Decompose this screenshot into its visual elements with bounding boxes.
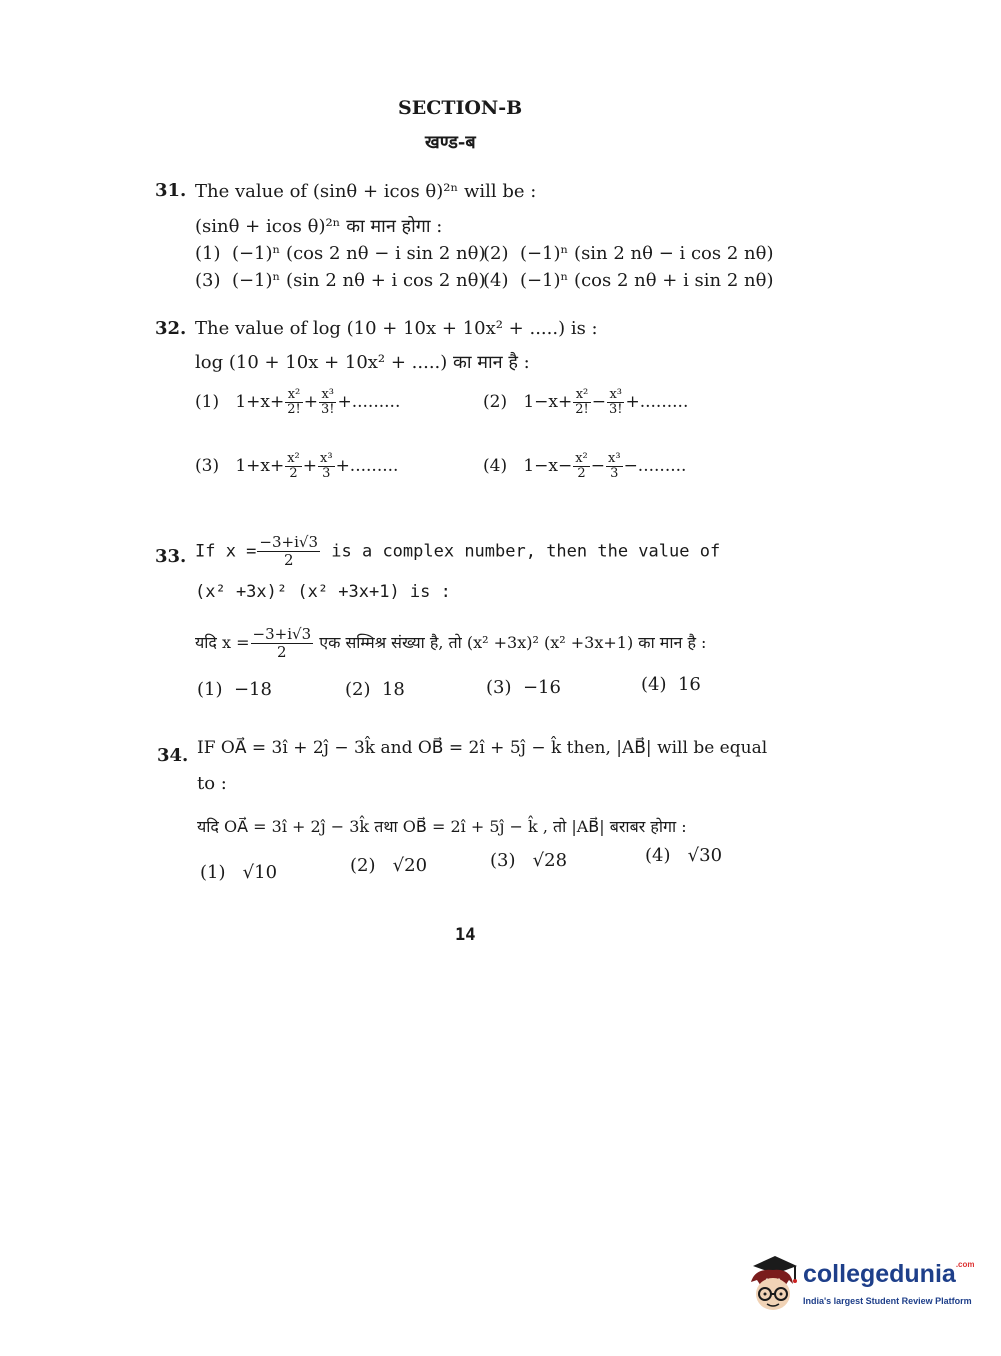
option-2[interactable] <box>345 679 405 700</box>
question-number: 31. <box>155 180 187 201</box>
fraction: $\frac{\text{x²}}{2!}$ <box>575 387 589 417</box>
section-title-hindi: खण्ड-ब <box>425 132 476 153</box>
option-label: (2) <box>350 855 376 876</box>
option-text: √30 <box>687 845 723 866</box>
option-label: (3) <box>490 850 516 871</box>
option-label: (4) <box>483 270 509 291</box>
section-title: SECTION-B <box>398 97 523 119</box>
mascot-icon <box>745 1252 801 1316</box>
option-text: −16 <box>522 677 561 698</box>
page-number: 14 <box>455 925 476 945</box>
question-text-en <box>195 534 720 569</box>
question-number: 32. <box>155 318 187 339</box>
option-label: (1) <box>200 862 226 883</box>
fraction: $\frac{\text{x³}}{3}$ <box>608 451 621 481</box>
operator: − <box>590 456 606 476</box>
option-1[interactable] <box>195 388 400 417</box>
option-text: (−1)ⁿ (sin 2 nθ − i cos 2 nθ) <box>519 243 774 264</box>
option-text: 16 <box>677 674 701 695</box>
operator: + <box>302 456 318 476</box>
option-label: (2) <box>483 392 508 412</box>
option-label: (4) <box>483 456 508 476</box>
option-1[interactable] <box>200 862 277 883</box>
question-text-hi <box>195 626 706 661</box>
collegedunia-logo[interactable] <box>745 1252 975 1322</box>
series-tail: +......... <box>625 392 689 412</box>
question-rest-hi: एक सम्मिश्र संख्या है, तो (x² +3x)² (x² +3x+1) का मान है : <box>319 633 707 652</box>
option-label: (1) <box>197 679 223 700</box>
question-text-hi: (sinθ + icos θ)²ⁿ का मान होगा : <box>195 216 443 237</box>
if-text-hi: यदि x = <box>195 633 250 652</box>
fraction: $\frac{\text{x²}}{2}$ <box>287 451 300 481</box>
option-label: (2) <box>483 243 509 264</box>
option-1[interactable] <box>195 243 485 264</box>
option-4[interactable] <box>483 270 773 291</box>
fraction: $\frac{\text{x²}}{2}$ <box>575 451 588 481</box>
series-tail: −......... <box>623 456 687 476</box>
logo-suffix: .com <box>955 1260 975 1269</box>
fraction: $\frac{-3+i√3}{2}$ <box>259 533 319 569</box>
series-tail: +......... <box>335 456 399 476</box>
option-label: (1) <box>195 392 220 412</box>
option-4[interactable] <box>645 845 722 866</box>
question-text-hi: यदि OA⃗ = 3î + 2ĵ − 3k̂ तथा OB⃗ = 2î + 5ĵ − k̂ , तो |AB⃗| बराबर होगा : <box>197 817 687 836</box>
if-text: If x = <box>195 541 257 562</box>
fraction: $\frac{-3+i√3}{2}$ <box>252 625 312 661</box>
question-text-en: The value of log (10 + 10x + 10x² + .....) is : <box>195 318 598 339</box>
option-text: √10 <box>242 862 278 883</box>
fraction: $\frac{\text{x³}}{3!}$ <box>608 387 623 417</box>
option-3[interactable] <box>195 452 398 481</box>
option-2[interactable] <box>483 388 688 417</box>
question-text-en-line2: to : <box>197 773 227 794</box>
operator: + <box>303 392 318 412</box>
option-label: (1) <box>195 243 221 264</box>
option-label: (4) <box>641 674 667 695</box>
option-label: (4) <box>645 845 671 866</box>
question-number: 34. <box>157 745 189 766</box>
option-label: (3) <box>486 677 512 698</box>
question-text-hi: log (10 + 10x + 10x² + .....) का मान है : <box>195 352 530 373</box>
option-text: √20 <box>392 855 428 876</box>
option-1[interactable] <box>197 679 272 700</box>
option-label: (3) <box>195 270 221 291</box>
option-label: (2) <box>345 679 371 700</box>
option-3[interactable] <box>486 677 561 698</box>
fraction: $\frac{\text{x²}}{2!}$ <box>287 387 301 417</box>
option-2[interactable] <box>350 855 427 876</box>
question-rest: is a complex number, then the value of <box>331 541 721 562</box>
option-text: 18 <box>381 679 405 700</box>
logo-wordmark: collegedunia$^{.com}$ <box>803 1260 975 1288</box>
question-text-en: IF OA⃗ = 3î + 2ĵ − 3k̂ and OB⃗ = 2î + 5ĵ − k̂ then, |AB⃗| will be equal <box>197 738 768 758</box>
series-start: 1−x− <box>523 456 573 476</box>
option-text: (−1)ⁿ (cos 2 nθ − i sin 2 nθ) <box>231 243 486 264</box>
option-text: (−1)ⁿ (cos 2 nθ + i sin 2 nθ) <box>519 270 774 291</box>
fraction: $\frac{\text{x³}}{3!}$ <box>320 387 335 417</box>
option-2[interactable] <box>483 243 773 264</box>
logo-tagline: India's largest Student Review Platform <box>803 1296 972 1306</box>
series-start: 1+x+ <box>235 392 285 412</box>
option-text: (−1)ⁿ (sin 2 nθ + i cos 2 nθ) <box>231 270 486 291</box>
question-text-en-line2: (x² +3x)² (x² +3x+1) is : <box>195 582 451 602</box>
option-text: √28 <box>532 850 568 871</box>
option-3[interactable] <box>195 270 485 291</box>
question-number: 33. <box>155 546 187 567</box>
option-text: −18 <box>233 679 272 700</box>
option-4[interactable] <box>641 674 701 695</box>
fraction: $\frac{\text{x³}}{3}$ <box>320 451 333 481</box>
option-4[interactable] <box>483 452 686 481</box>
question-text-en: The value of (sinθ + icos θ)²ⁿ will be : <box>195 181 537 202</box>
series-start: 1−x+ <box>523 392 573 412</box>
series-tail: +......... <box>337 392 401 412</box>
series-start: 1+x+ <box>235 456 285 476</box>
option-label: (3) <box>195 456 220 476</box>
operator: − <box>591 392 606 412</box>
option-3[interactable] <box>490 850 567 871</box>
